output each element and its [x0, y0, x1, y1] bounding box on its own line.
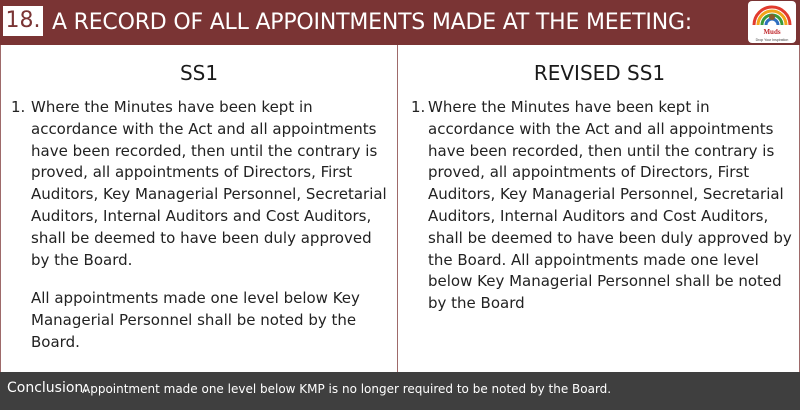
- revised-ss1-item-text: Where the Minutes have been kept in accordance with the Act and all appointments have been recorded, then until the contrary is proved, all appointments of Directors, First Auditors, Key Managerial Personnel, Secretarial Auditors, Internal Auditors and Cost Auditors, shall be deemed to have been duly approved by the Board. All appointments made one level below Key Managerial Personnel shall be noted by the Board: [428, 98, 792, 313]
- muds-logo: [748, 1, 796, 43]
- comparison-table: [0, 45, 800, 372]
- revised-ss1-item-number: 1.: [411, 98, 426, 116]
- revised-ss1-heading: REVISED SS1: [533, 61, 666, 85]
- ss1-heading: SS1: [179, 61, 219, 85]
- conclusion-text: Appointment made one level below KMP is no longer required to be noted by the Board.: [82, 382, 612, 396]
- ss1-second-paragraph: All appointments made one level below Key Managerial Personnel shall be noted by the Board.: [31, 289, 360, 351]
- ss1-item-text: Where the Minutes have been kept in accordance with the Act and all appointments have been recorded, then until the contrary is proved, all appointments of Directors, First Auditors, Key Managerial Personnel, Secretarial Auditors, Internal Auditors and Cost Auditors, shall be deemed to have been duly approved by the Board.: [31, 98, 387, 269]
- revised-ss1-column: [398, 45, 800, 372]
- section-number: 18.: [3, 6, 43, 36]
- logo-text: Muds: [763, 28, 781, 36]
- conclusion-label: Conclusion:: [7, 380, 89, 396]
- conclusion-bar: [0, 372, 800, 410]
- slide-title: A RECORD OF ALL APPOINTMENTS MADE AT THE MEETING:: [52, 10, 693, 35]
- ss1-column: [1, 45, 397, 372]
- slide-header: [0, 0, 800, 45]
- logo-tagline: Drop Your Inspiration: [755, 38, 789, 42]
- ss1-item-number: 1.: [11, 98, 26, 116]
